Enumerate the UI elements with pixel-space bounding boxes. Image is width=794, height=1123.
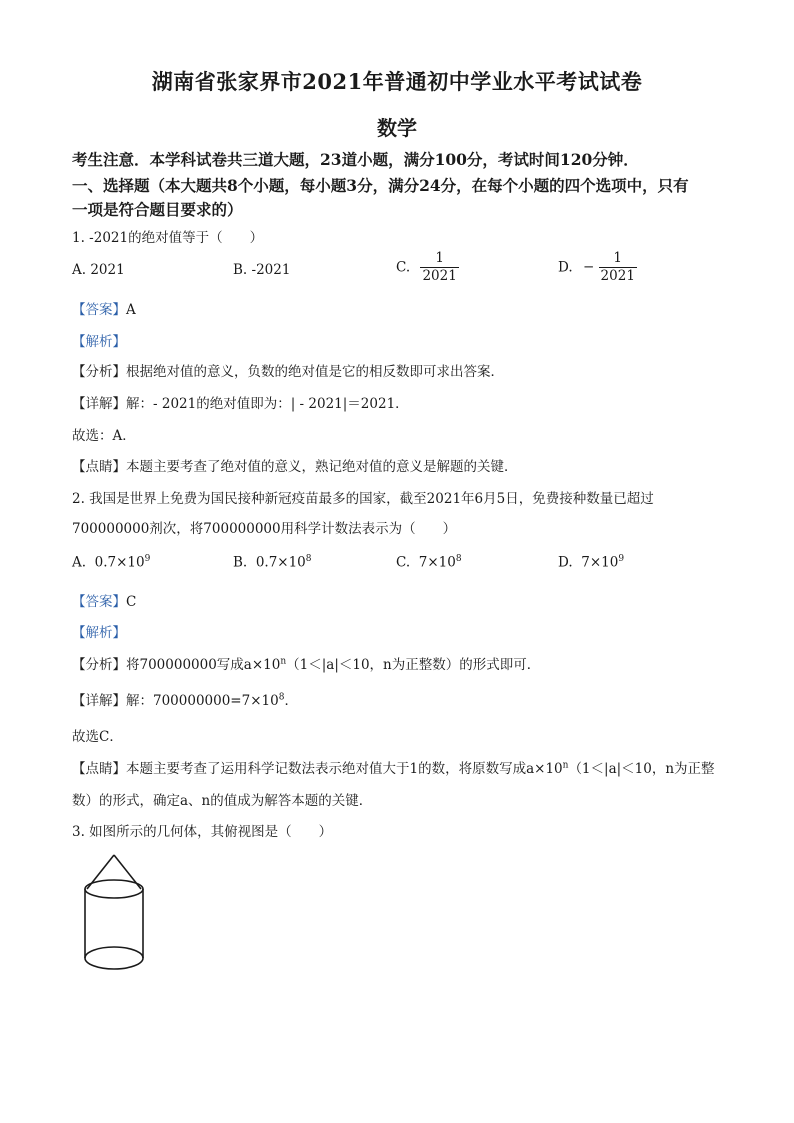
- fraction-denominator: 2021: [600, 267, 635, 284]
- detail-exponent: 8: [278, 692, 285, 703]
- option-exponent: 8: [455, 554, 462, 564]
- fenxi-tag: 【分析】: [72, 657, 126, 673]
- page-title: 湖南省张家界市2021年普通初中学业水平考试试卷: [151, 69, 643, 94]
- detail-tag: 【详解】: [72, 693, 126, 709]
- fenxi-text-rest: （1＜|a|＜10，n为正整数）的形式即可．: [286, 657, 541, 673]
- q1-option-d-label: D.: [558, 259, 573, 276]
- point-tag: 【点睛】: [72, 459, 126, 475]
- option-exponent: 9: [618, 554, 625, 564]
- q1-stem: 1. -2021的绝对值等于（ ）: [72, 230, 264, 246]
- q2-stem-line2: 700000000剂次，将700000000用科学计数法表示为（ ）: [72, 521, 457, 537]
- q2-option-a: [72, 554, 150, 571]
- answer-value: A: [126, 302, 136, 318]
- option-exponent: 9: [144, 554, 151, 564]
- q1-option-c: [396, 250, 459, 285]
- section-heading-line1: 一、选择题（本大题共8个小题，每小题3分，满分24分，在每个小题的四个选项中，只有: [72, 176, 689, 195]
- option-value: 7×10: [581, 554, 619, 571]
- answer-tag: 【答案】: [72, 302, 126, 318]
- answer-tag: 【答案】: [72, 594, 126, 610]
- point-text-rest: （1＜|a|＜10，n为正整: [568, 761, 715, 777]
- fenxi-text: 将700000000写成a×10: [126, 657, 281, 673]
- fenxi-text: 根据绝对值的意义，负数的绝对值是它的相反数即可求出答案．: [126, 364, 504, 380]
- q1-option-a: A. 2021: [72, 262, 125, 278]
- detail-text: 解：- 2021的绝对值即为：| - 2021|＝2021．: [126, 396, 409, 412]
- option-value: 7×10: [418, 554, 456, 571]
- q2-detail: [72, 689, 298, 709]
- option-value: 0.7×10: [255, 554, 306, 571]
- q2-option-b: [233, 554, 312, 571]
- q2-stem-line1: 2. 我国是世界上免费为国民接种新冠疫苗最多的国家，截至2021年6月5日，免费接种数量已超过: [72, 491, 654, 507]
- fraction-numerator: 1: [613, 250, 623, 266]
- fenxi-exponent: n: [280, 656, 287, 667]
- option-value: 0.7×10: [94, 554, 145, 571]
- q2-point-line2: 数）的形式，确定a、n的值成为解答本题的关键．: [72, 793, 373, 809]
- q2-analysis-tag: 【解析】: [72, 625, 126, 641]
- option-label: C.: [396, 554, 411, 571]
- q1-detail: [72, 392, 409, 412]
- detail-tag: 【详解】: [72, 396, 126, 412]
- q1-analysis-tag: 【解析】: [72, 334, 126, 350]
- cylinder-top-ellipse: [85, 880, 143, 898]
- q1-option-c-fraction: [420, 250, 458, 285]
- detail-text: 解：700000000=7×10: [126, 693, 279, 709]
- fenxi-tag: 【分析】: [72, 364, 126, 380]
- q1-point: [72, 455, 518, 475]
- detail-text-rest: ．: [284, 693, 298, 709]
- point-text: 本题主要考查了绝对值的意义，熟记绝对值的意义是解题的关键．: [126, 459, 518, 475]
- answer-value: C: [126, 594, 137, 610]
- fraction-denominator: 2021: [422, 267, 457, 284]
- q1-option-d-fraction: [599, 250, 637, 285]
- q1-option-b: B. -2021: [233, 262, 291, 278]
- q2-fenxi: [72, 653, 540, 673]
- q3-stem: 3. 如图所示的几何体，其俯视图是（ ）: [72, 824, 333, 840]
- geometry-figure: [76, 852, 156, 974]
- q1-fenxi: [72, 360, 504, 380]
- subject-title: 数学: [377, 116, 417, 140]
- q2-choose: 故选C．: [72, 729, 123, 745]
- point-tag: 【点睛】: [72, 761, 126, 777]
- point-exponent: n: [562, 760, 569, 771]
- q1-answer: [72, 298, 136, 318]
- q1-option-d-sign: −: [582, 259, 595, 276]
- q2-point-line1: [72, 757, 715, 777]
- option-label: D.: [558, 554, 573, 571]
- cylinder-bottom-ellipse: [85, 947, 143, 969]
- fraction-numerator: 1: [435, 250, 444, 266]
- exam-notice: 考生注意．本学科试卷共三道大题，23道小题，满分100分，考试时间120分钟．: [72, 150, 639, 169]
- q2-option-c: [396, 554, 462, 571]
- q2-option-d: [558, 554, 624, 571]
- q2-answer: [72, 590, 136, 610]
- q1-option-d: [558, 250, 637, 285]
- option-exponent: 8: [305, 554, 312, 564]
- q1-choose: 故选：A．: [72, 428, 136, 444]
- option-label: A.: [72, 554, 87, 571]
- section-heading-line2: 一项是符合题目要求的）: [72, 200, 243, 219]
- option-label: B.: [233, 554, 248, 571]
- point-text: 本题主要考查了运用科学记数法表示绝对值大于1的数，将原数写成a×10: [126, 761, 563, 777]
- q1-option-c-label: C.: [396, 259, 411, 276]
